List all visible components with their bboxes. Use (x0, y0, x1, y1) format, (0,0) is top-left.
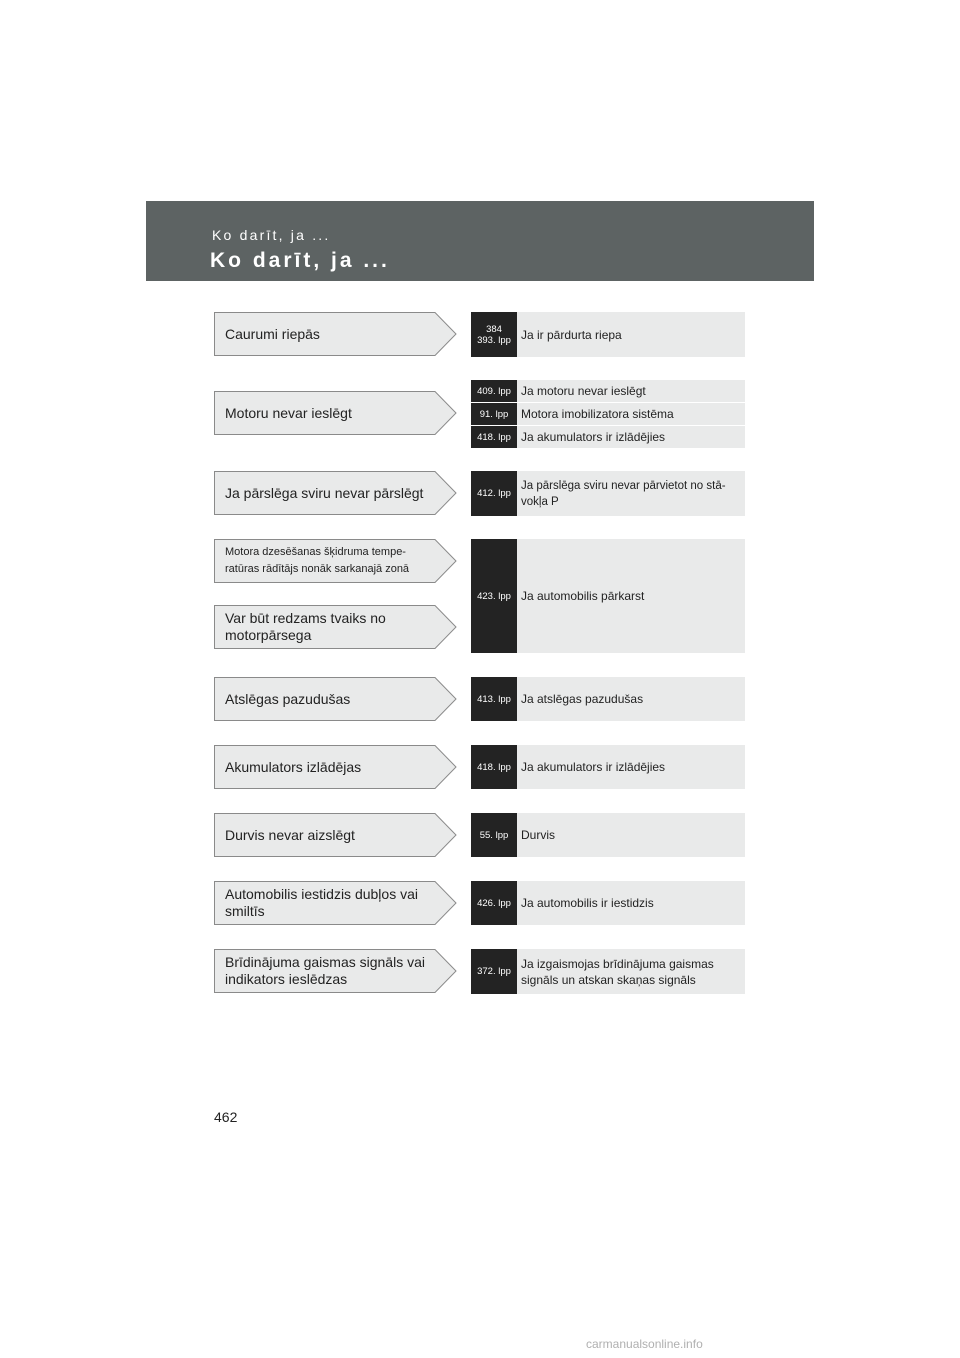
page-ref: 418. lpp (471, 426, 517, 448)
reference-row[interactable] (471, 745, 745, 789)
reference-text: Ja motoru nevar ieslēgt (521, 384, 646, 398)
symptom-box (214, 391, 457, 435)
reference-text: Ja akumulators ir izlādējies (521, 430, 666, 444)
reference-row[interactable] (471, 539, 745, 653)
symptom-box (214, 539, 457, 583)
reference-row[interactable] (471, 949, 745, 994)
symptom-box (214, 312, 457, 356)
symptom-box (214, 471, 457, 515)
page-ref: 412. lpp (471, 471, 517, 516)
symptom-label: Durvis nevar aizslēgt (225, 826, 355, 843)
symptom-label: Akumulators izlādējas (225, 758, 362, 775)
page-number: 462 (214, 1109, 238, 1125)
symptom-box (214, 881, 457, 925)
reference-row[interactable] (471, 813, 745, 857)
reference-text: Ja ir pārdurta riepa (521, 327, 622, 342)
symptom-box (214, 813, 457, 857)
symptom-label: Atslēgas pazudušas (225, 690, 351, 707)
symptom-box (214, 745, 457, 789)
page-ref: 372. lpp (471, 949, 517, 994)
header-title: Ko darīt, ja ... (210, 249, 390, 272)
page-ref: 91. lpp (471, 403, 517, 425)
symptom-label: Motoru nevar ieslēgt (225, 404, 352, 421)
reference-text: Ja pārslēga sviru nevar pārvietot no stā-vokļa P (521, 479, 726, 508)
symptom-label: Var būt redzams tvaiks no motorpārsega (225, 610, 386, 643)
reference-row[interactable] (471, 677, 745, 721)
reference-row[interactable] (471, 403, 745, 425)
reference-row[interactable] (471, 312, 745, 357)
reference-text: Ja automobilis pārkarst (521, 589, 645, 603)
footer-watermark: carmanualsonline.info (586, 1337, 703, 1351)
reference-text: Durvis (521, 828, 556, 842)
page-ref: 418. lpp (471, 745, 517, 789)
symptom-box (214, 605, 457, 649)
reference-text: Motora imobilizatora sistēma (521, 407, 674, 421)
page-ref: 426. lpp (471, 881, 517, 925)
reference-row[interactable] (471, 426, 745, 448)
reference-text: Ja izgaismojas brīdinājuma gaismas signāls un atskan skaņas signāls (521, 956, 714, 987)
reference-row[interactable] (471, 471, 745, 516)
page-ref: 409. lpp (471, 380, 517, 402)
reference-row[interactable] (471, 881, 745, 925)
symptom-label: Motora dzesēšanas šķidruma tempe-ratūras rādītājs nonāk sarkanajā zonā (225, 546, 410, 575)
page-ref: 413. lpp (471, 677, 517, 721)
page-ref: 423. lpp (471, 539, 517, 653)
page-ref: 384 393. lpp (471, 312, 517, 357)
reference-text: Ja atslēgas pazudušas (521, 692, 644, 706)
symptom-label: Caurumi riepās (225, 325, 320, 342)
symptom-box (214, 677, 457, 721)
reference-text: Ja automobilis ir iestidzis (521, 896, 654, 910)
reference-text: Ja akumulators ir izlādējies (521, 760, 666, 774)
reference-row[interactable] (471, 380, 745, 402)
symptom-label: Automobilis iestidzis dubļos vai smiltīs (225, 886, 418, 919)
symptom-label: Ja pārslēga sviru nevar pārslēgt (225, 484, 424, 501)
symptom-box (214, 949, 457, 993)
symptom-label: Brīdinājuma gaismas signāls vai indikators ieslēdzas (225, 954, 425, 987)
header-small-title: Ko darīt, ja ... (212, 227, 331, 243)
page-ref: 55. lpp (471, 813, 517, 857)
section-header (146, 201, 814, 281)
